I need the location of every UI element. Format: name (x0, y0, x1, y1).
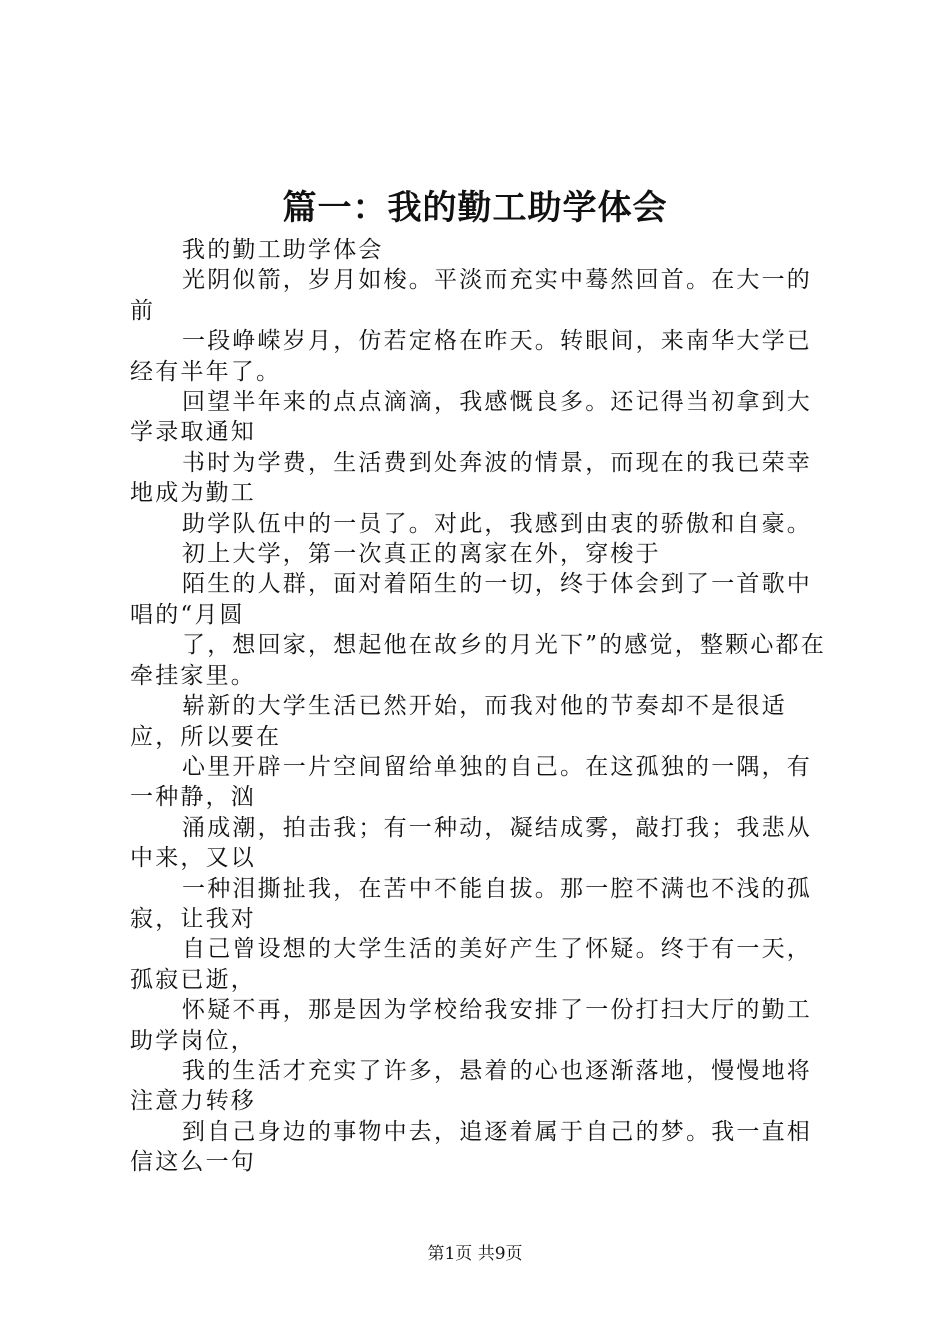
paragraph: 我的生活才充实了许多，悬着的心也逐渐落地，慢慢地将注意力转移 (130, 1057, 812, 1115)
paragraph: 自己曾设想的大学生活的美好产生了怀疑。终于有一天，孤寂已逝， (130, 936, 812, 993)
paragraph: 了，想回家，想起他在故乡的月光下”的感觉，整颗心都在牵挂家里。 (130, 632, 826, 689)
paragraph: 怀疑不再，那是因为学校给我安排了一份打扫大厅的勤工助学岗位， (130, 997, 812, 1054)
paragraph: 书时为学费，生活费到处奔波的情景，而现在的我已荣幸地成为勤工 (130, 449, 812, 507)
document-title: 篇一：我的勤工助学体会 (282, 188, 668, 228)
paragraph: 陌生的人群，面对着陌生的一切，终于体会到了一首歌中唱的“月圆 (130, 571, 812, 628)
page-footer: 第1页 共9页 (427, 1244, 523, 1264)
paragraph: 初上大学，第一次真正的离家在外，穿梭于 (182, 541, 661, 568)
paragraph: 涌成潮，拍击我；有一种动，凝结成雾，敲打我；我悲从中来，又以 (130, 814, 812, 872)
paragraph: 助学队伍中的一员了。对此，我感到由衷的骄傲和自豪。 (182, 510, 812, 537)
paragraph: 光阴似箭，岁月如梭。平淡而充实中蓦然回首。在大一的前 (130, 267, 812, 324)
paragraph: 我的勤工助学体会 (182, 237, 384, 263)
paragraph: 一种泪撕扯我，在苦中不能自拔。那一腔不满也不浅的孤寂，让我对 (130, 875, 812, 932)
paragraph: 到自己身边的事物中去，追逐着属于自己的梦。我一直相信这么一句 (130, 1118, 812, 1176)
paragraph: 回望半年来的点点滴滴，我感慨良多。还记得当初拿到大学录取通知 (130, 389, 812, 446)
paragraph: 崭新的大学生活已然开始，而我对他的节奏却不是很适应，所以要在 (130, 693, 787, 750)
paragraph: 心里开辟一片空间留给单独的自己。在这孤独的一隅，有一种静，汹 (130, 753, 812, 811)
document-body (130, 235, 835, 1178)
paragraph: 一段峥嵘岁月，仿若定格在昨天。转眼间，来南华大学已经有半年了。 (130, 328, 812, 385)
